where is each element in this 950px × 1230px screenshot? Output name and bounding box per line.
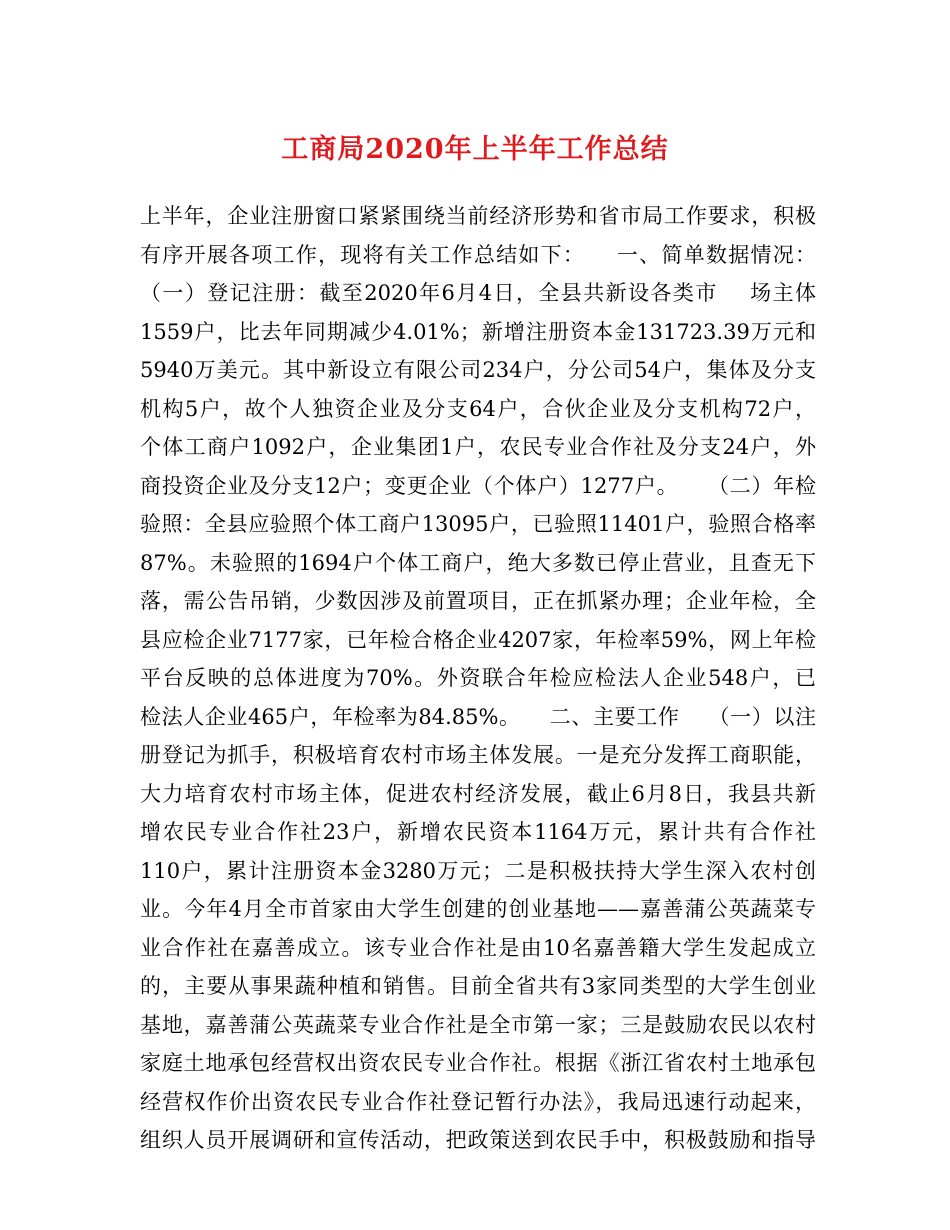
body-line: 110户，累计注册资本金3280万元；二是积极扶持大学生深入农村创 [140, 858, 816, 883]
body-line: 平台反映的总体进度为70%。外资联合年检应检法人企业548户，已 [140, 666, 816, 690]
body-line: 商投资企业及分支12户；变更企业（个体户）1277户。 （二）年检 [140, 473, 816, 498]
body-line: 家庭土地承包经营权出资农民专业合作社。根据《浙江省农村土地承包 [140, 1051, 816, 1075]
body-line: 组织人员开展调研和宣传活动，把政策送到农民手中，积极鼓励和指导 [140, 1128, 816, 1152]
document-body [140, 197, 816, 1160]
body-line: 有序开展各项工作，现将有关工作总结如下： 一、简单数据情况： [140, 242, 816, 267]
body-line: （一）登记注册：截至2020年6月4日，全县共新设各类市 场主体 [140, 281, 816, 305]
body-line: 机构5户，故个人独资企业及分支64户，合伙企业及分支机构72户， [140, 396, 816, 421]
body-line: 册登记为抓手，积极培育农村市场主体发展。一是充分发挥工商职能， [140, 743, 816, 767]
body-line: 业合作社在嘉善成立。该专业合作社是由10名嘉善籍大学生发起成立 [140, 935, 816, 960]
body-line: 检法人企业465户，年检率为84.85%。 二、主要工作 （一）以注 [140, 704, 816, 729]
body-line: 落，需公告吊销，少数因涉及前置项目，正在抓紧办理；企业年检，全 [140, 589, 816, 613]
document-title: 工商局2020年上半年工作总结 [281, 134, 669, 165]
body-line: 验照：全县应验照个体工商户13095户，已验照11401户，验照合格率 [140, 512, 816, 536]
body-line: 大力培育农村市场主体，促进农村经济发展，截止6月8日，我县共新 [140, 781, 816, 806]
body-line: 业。今年4月全市首家由大学生创建的创业基地——嘉善蒲公英蔬菜专 [140, 897, 816, 921]
body-line: 基地，嘉善蒲公英蔬菜专业合作社是全市第一家；三是鼓励农民以农村 [140, 1012, 816, 1037]
body-line: 经营权作价出资农民专业合作社登记暂行办法》，我局迅速行动起来， [140, 1089, 816, 1114]
body-line: 县应检企业7177家，已年检合格企业4207家，年检率59%，网上年检 [140, 627, 816, 652]
body-line: 上半年，企业注册窗口紧紧围绕当前经济形势和省市局工作要求，积极 [140, 204, 816, 228]
body-line: 5940万美元。其中新设立有限公司234户，分公司54户，集体及分支 [140, 358, 816, 382]
body-line: 1559户，比去年同期减少4.01%；新增注册资本金131723.39万元和 [140, 319, 816, 344]
body-line: 的，主要从事果蔬种植和销售。目前全省共有3家同类型的大学生创业 [140, 974, 816, 998]
body-line: 个体工商户1092户，企业集团1户，农民专业合作社及分支24户，外 [140, 435, 816, 459]
body-line: 增农民专业合作社23户，新增农民资本1164万元，累计共有合作社 [140, 820, 816, 844]
body-line: 87%。未验照的1694户个体工商户，绝大多数已停止营业，且查无下 [140, 550, 816, 575]
